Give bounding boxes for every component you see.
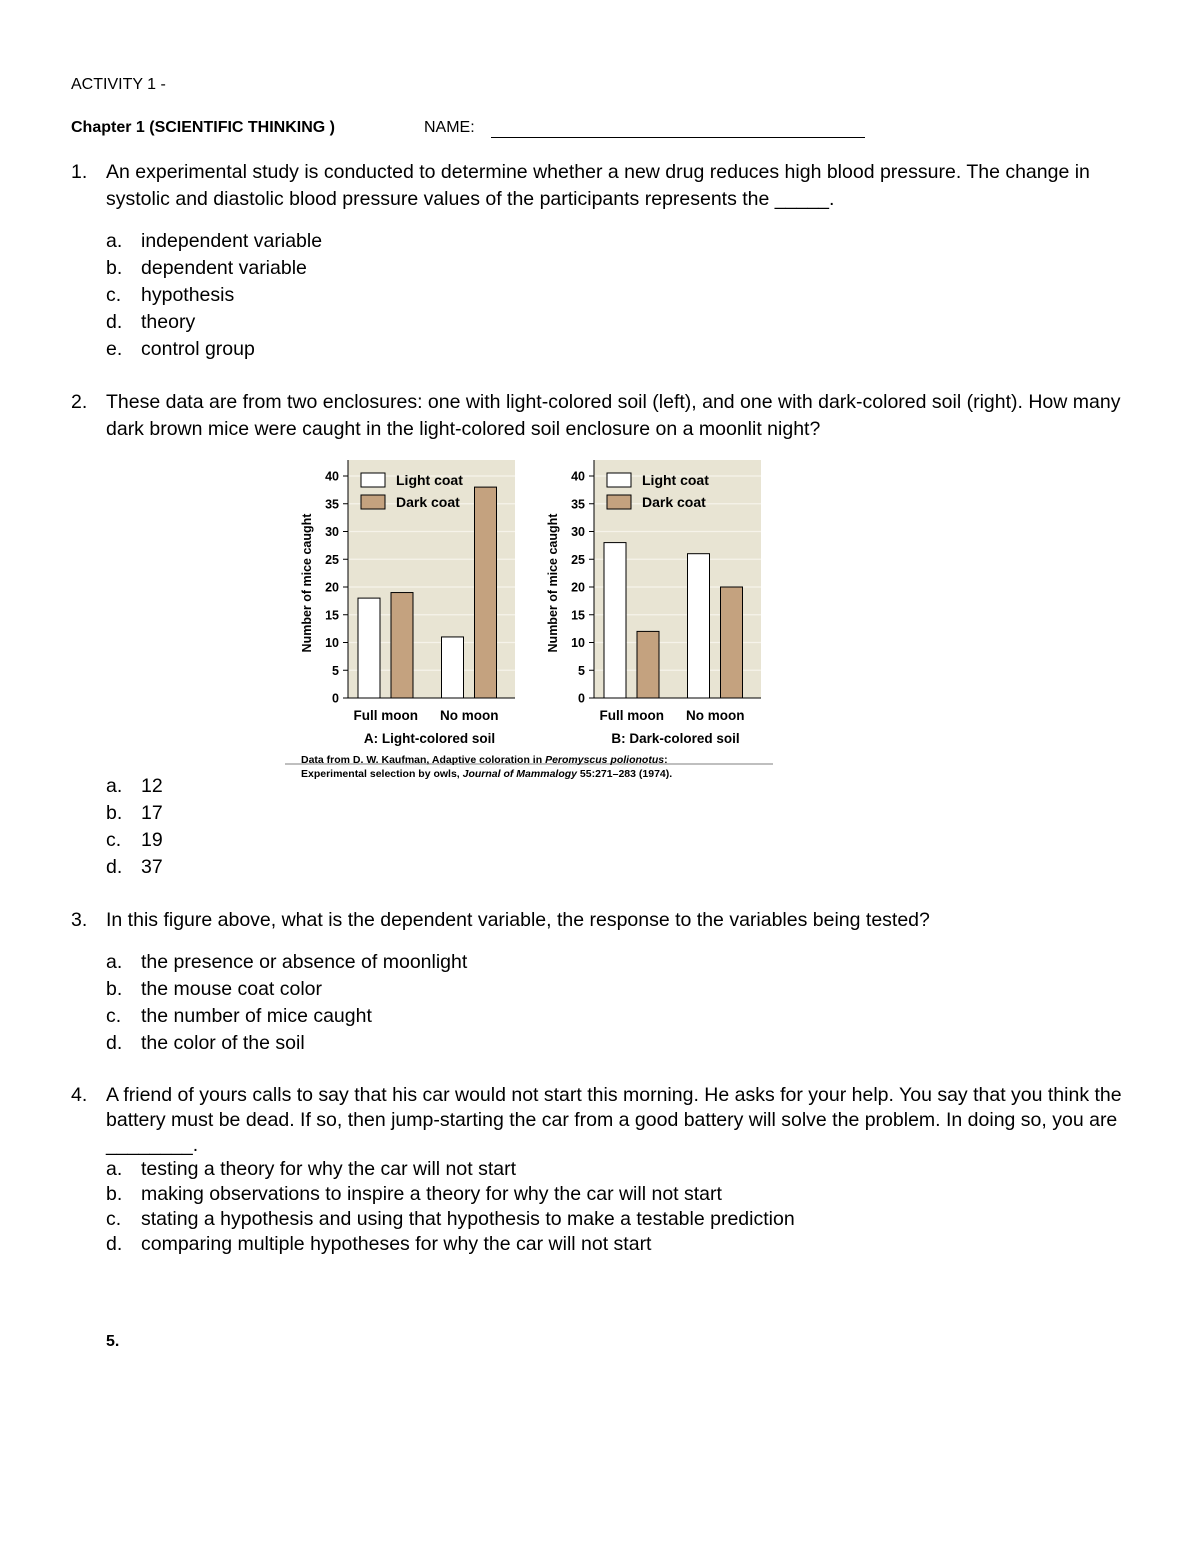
question-text: An experimental study is conducted to determine whether a new drug reduces high blood pressure. The change in systolic and diastolic blood pressure values of the participants represents the _____. — [106, 161, 1090, 210]
option-letter: c. — [106, 1005, 122, 1027]
y-tick-label: 30 — [325, 525, 339, 539]
bar-light-coat — [442, 637, 464, 698]
legend-swatch — [607, 495, 631, 509]
option-letter: a. — [106, 775, 123, 797]
bar-light-coat — [688, 554, 710, 698]
option-letter: d. — [106, 1233, 123, 1255]
option-letter: a. — [106, 1158, 123, 1180]
option-letter: b. — [106, 1183, 123, 1205]
question-text: These data are from two enclosures: one with light-colored soil (left), and one with dark-colored soil (right). How many dark brown mice were caught in the light-colored soil enclosure on a moonlit night? — [106, 391, 1121, 440]
activity-title: ACTIVITY 1 - — [71, 76, 166, 93]
legend-label: Dark coat — [642, 494, 706, 510]
x-tick-label: Full moon — [353, 708, 418, 723]
bar-light-coat — [358, 598, 380, 698]
option-text: 37 — [141, 856, 163, 878]
legend-swatch — [361, 495, 385, 509]
option-text: 17 — [141, 802, 163, 824]
option-letter: c. — [106, 284, 122, 306]
figure-credit-line-1: Data from D. W. Kaufman, Adaptive coloration in Peromyscus polionotus: — [301, 754, 668, 766]
y-tick-label: 15 — [325, 608, 339, 623]
option-text: testing a theory for why the car will not start — [141, 1158, 516, 1180]
y-tick-label: 5 — [578, 663, 585, 678]
y-tick-label: 0 — [332, 691, 339, 706]
x-tick-label: No moon — [686, 708, 745, 723]
option-text: hypothesis — [141, 284, 235, 306]
bar-dark-coat — [637, 631, 659, 698]
option-text: making observations to inspire a theory for why the car will not start — [141, 1183, 722, 1205]
bar-light-coat — [604, 543, 626, 698]
option-text: 12 — [141, 775, 163, 797]
option-letter: a. — [106, 230, 123, 252]
name-label: NAME: — [424, 119, 475, 136]
option-text: the mouse coat color — [141, 978, 323, 1000]
y-tick-label: 20 — [571, 580, 585, 595]
option-letter: d. — [106, 1032, 123, 1054]
legend-swatch — [607, 473, 631, 487]
y-tick-label: 20 — [325, 580, 339, 595]
option-text: theory — [141, 311, 196, 333]
option-text: the color of the soil — [141, 1032, 305, 1054]
legend-label: Dark coat — [396, 494, 460, 510]
y-tick-label: 15 — [571, 608, 585, 623]
question-4 — [0, 1083, 1200, 1163]
y-tick-label: 35 — [325, 497, 339, 512]
bar-dark-coat — [391, 593, 413, 698]
y-tick-label: 5 — [332, 663, 339, 678]
question-number: 2. — [71, 391, 88, 413]
option-text: stating a hypothesis and using that hypothesis to make a testable prediction — [141, 1208, 795, 1230]
y-tick-label: 10 — [325, 636, 339, 650]
y-tick-label: 35 — [571, 497, 585, 512]
bar-dark-coat — [475, 487, 497, 698]
y-tick-label: 10 — [571, 636, 585, 650]
option-letter: e. — [106, 338, 123, 360]
name-blank-line[interactable] — [491, 137, 865, 138]
question-number: 3. — [71, 909, 88, 931]
chart-title: B: Dark-colored soil — [611, 731, 740, 746]
option-text: comparing multiple hypotheses for why the car will not start — [141, 1233, 652, 1255]
option-letter: c. — [106, 1208, 122, 1230]
legend-label: Light coat — [396, 472, 463, 488]
option-letter: b. — [106, 978, 123, 1000]
y-tick-label: 25 — [325, 552, 339, 567]
question-3 — [0, 907, 1200, 937]
legend-swatch — [361, 473, 385, 487]
legend-label: Light coat — [642, 472, 709, 488]
figure-credit-line-2: Experimental selection by owls, Journal of Mammalogy 55:271–283 (1974). — [301, 768, 673, 780]
option-text: dependent variable — [141, 257, 307, 279]
x-tick-label: No moon — [440, 708, 499, 723]
y-tick-label: 25 — [571, 552, 585, 567]
y-tick-label: 40 — [325, 469, 339, 484]
question-5-number: 5. — [106, 1333, 120, 1350]
question-text: A friend of yours calls to say that his car would not start this morning. He asks for your help. You say that you think the battery must be dead. If so, then jump-starting the car from a good battery will solve the problem. In doing so, you are ________. — [106, 1084, 1122, 1156]
bar-dark-coat — [721, 587, 743, 698]
question-text: In this figure above, what is the dependent variable, the response to the variables being tested? — [106, 909, 930, 931]
option-letter: b. — [106, 802, 123, 824]
y-tick-label: 30 — [571, 525, 585, 539]
mice-bar-charts — [285, 452, 785, 792]
option-text: control group — [141, 338, 255, 360]
question-1 — [0, 159, 1200, 219]
question-2 — [0, 389, 1200, 449]
y-tick-label: 40 — [571, 469, 585, 484]
option-letter: c. — [106, 829, 122, 851]
chart-title: A: Light-colored soil — [363, 731, 496, 746]
option-letter: d. — [106, 856, 123, 878]
option-letter: b. — [106, 257, 123, 279]
y-tick-label: 0 — [578, 691, 585, 706]
chapter-title: Chapter 1 (SCIENTIFIC THINKING ) — [71, 119, 336, 136]
option-text: the presence or absence of moonlight — [141, 951, 468, 973]
option-letter: a. — [106, 951, 123, 973]
question-number: 1. — [71, 161, 88, 183]
option-text: the number of mice caught — [141, 1005, 372, 1027]
question-number: 4. — [71, 1084, 88, 1106]
y-axis-label: Number of mice caught — [300, 513, 314, 653]
option-text: 19 — [141, 829, 163, 851]
option-text: independent variable — [141, 230, 323, 252]
x-tick-label: Full moon — [599, 708, 664, 723]
y-axis-label: Number of mice caught — [546, 513, 560, 653]
option-letter: d. — [106, 311, 123, 333]
mice-figure — [285, 452, 785, 792]
